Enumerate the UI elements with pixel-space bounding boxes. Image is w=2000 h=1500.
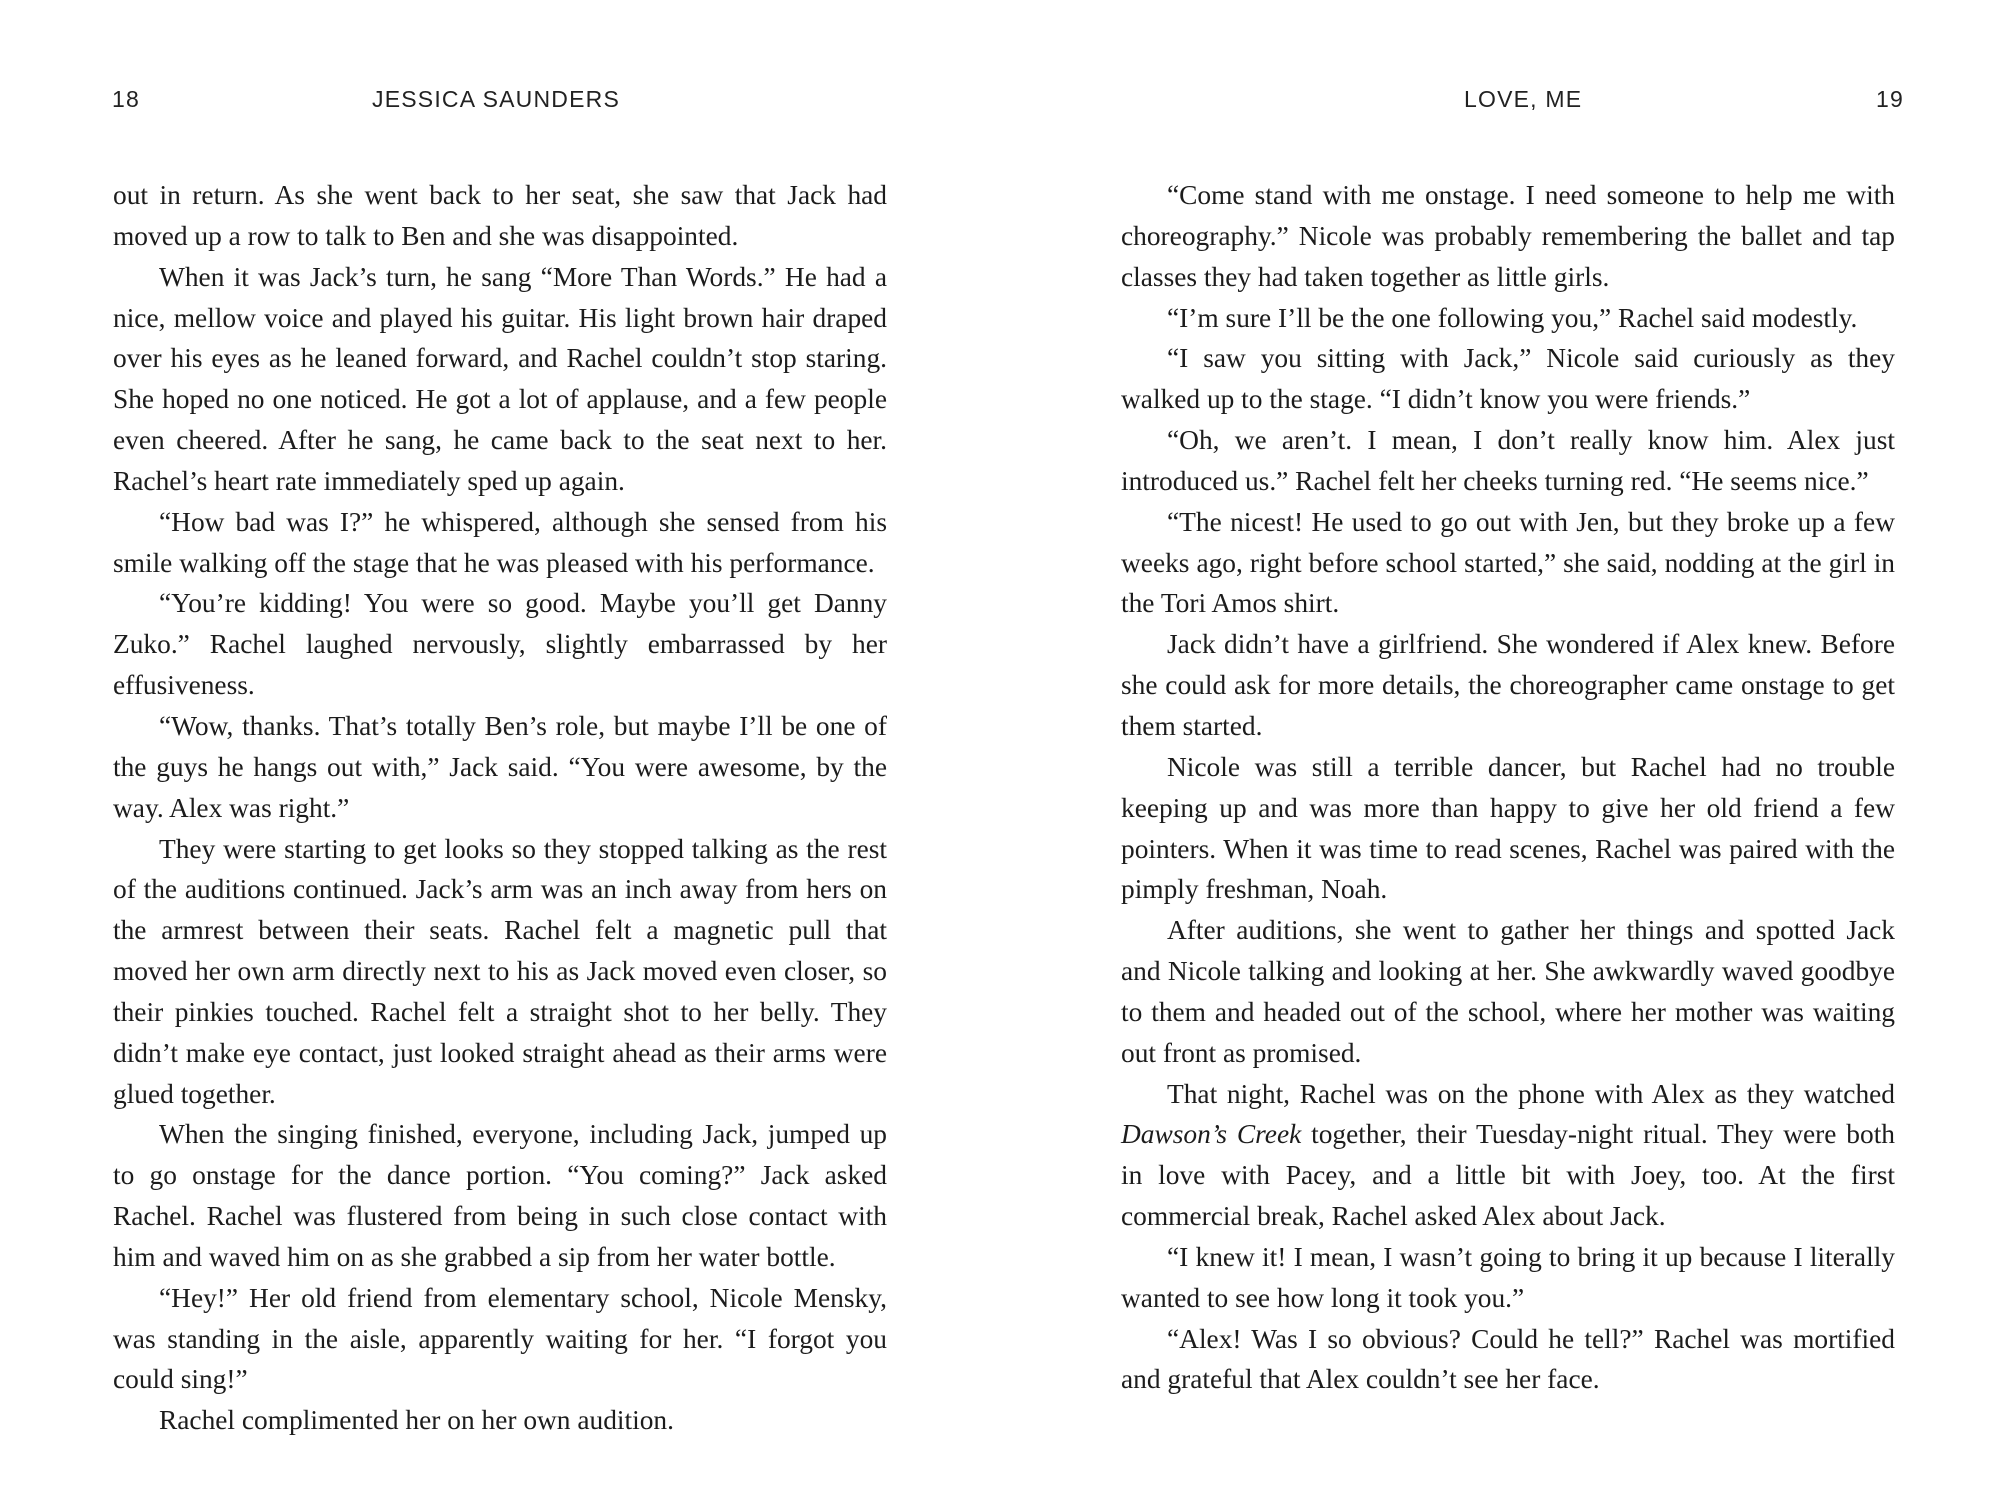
body-text [113,175,887,1441]
paragraph: “Wow, thanks. That’s totally Ben’s role, but maybe I’ll be one of the guys he hangs out with,” Jack said. “You were awesome, by the way. Alex was right.” [113,710,887,823]
paragraph: “I’m sure I’ll be the one following you,” Rachel said modestly. [1167,302,1858,333]
paragraph: “Oh, we aren’t. I mean, I don’t really know him. Alex just introduced us.” Rachel felt her cheeks turning red. “He seems nice.” [1121,425,1895,496]
running-head-title: LOVE, ME [1464,86,1583,112]
paragraph: “I saw you sitting with Jack,” Nicole said curiously as they walked up to the stage. “I didn’t know you were friends.” [1121,343,1895,415]
paragraph: “The nicest! He used to go out with Jen, but they broke up a few weeks ago, right before school started,” she said, nodding at the girl in the Tori Amos shirt. [1121,506,1895,619]
paragraph: Jack didn’t have a girlfriend. She wondered if Alex knew. Before she could ask for more details, the choreographer came onstage to get them started. [1121,629,1895,741]
paragraph: Nicole was still a terrible dancer, but Rachel had no trouble keeping up and was more than happy to give her old friend a few pointers. When it was time to read scenes, Rachel was paired with the pimply freshman, Noah. [1121,751,1895,905]
paragraph: When it was Jack’s turn, he sang “More Than Words.” He had a nice, mellow voice and played his guitar. His light brown hair draped over his eyes as he leaned forward, and Rachel couldn’t stop staring. She hoped no one noticed. He got a lot of applause, and a few people even cheered. After he sang, he came back to the seat next to her. Rachel’s heart rate immediately sped up again. [113,261,887,496]
paragraph-text: together, their Tuesday-night ritual. They were both in love with Pacey, and a little bit with Joey, too. At the first commercial break, Rachel asked Alex about Jack. [1121,1119,1895,1232]
paragraph: “I knew it! I mean, I wasn’t going to bring it up because I literally wanted to see how long it took you.” [1121,1241,1895,1313]
paragraph-text: That night, Rachel was on the phone with Alex as they watched [1167,1078,1895,1109]
right-page [1000,0,2000,1500]
paragraph: “Alex! Was I so obvious? Could he tell?” Rachel was mortified and grateful that Alex couldn’t see her face. [1121,1323,1895,1395]
page-number: 18 [112,86,140,112]
paragraph: They were starting to get looks so they stopped talking as the rest of the auditions continued. Jack’s arm was an inch away from hers on the armrest between their seats. Rachel felt a magnetic pull that moved her own arm directly next to his as Jack moved even closer, so their pinkies touched. Rachel felt a straight shot to her belly. They didn’t make eye contact, just looked straight ahead as their arms were glued together. [113,833,887,1109]
paragraph: “How bad was I?” he whispered, although she sensed from his smile walking off the stage that he was pleased with his performance. [113,506,887,578]
paragraph [1121,1074,1895,1237]
body-text [1121,175,1895,1400]
paragraph: “Come stand with me onstage. I need someone to help me with choreography.” Nicole was probably remembering the ballet and tap classes they had taken together as little girls. [1121,180,1895,292]
paragraph: Rachel complimented her on her own audition. [159,1405,674,1436]
paragraph: out in return. As she went back to her seat, she saw that Jack had moved up a row to talk to Ben and she was disappointed. [113,180,887,251]
paragraph: “You’re kidding! You were so good. Maybe you’ll get Danny Zuko.” Rachel laughed nervously, slightly embarrassed by her effusiveness. [113,588,887,701]
page-number: 19 [1876,86,1904,112]
paragraph: After auditions, she went to gather her things and spotted Jack and Nicole talking and looking at her. She awkwardly waved goodbye to them and headed out of the school, where her mother was waiting out front as promised. [1121,915,1895,1068]
paragraph: “Hey!” Her old friend from elementary school, Nicole Mensky, was standing in the aisle, apparently waiting for her. “I forgot you could sing!” [113,1282,887,1395]
running-head-author: JESSICA SAUNDERS [372,86,620,112]
show-title: Dawson’s Creek [1121,1119,1302,1150]
paragraph: When the singing finished, everyone, including Jack, jumped up to go onstage for the dance portion. “You coming?” Jack asked Rachel. Rachel was flustered from being in such close contact with him and waved him on as she grabbed a sip from her water bottle. [113,1119,887,1272]
